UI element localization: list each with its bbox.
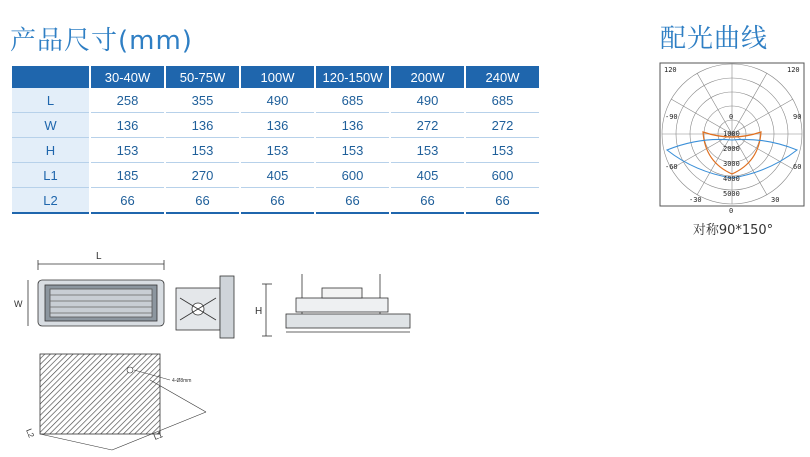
beam-angle-caption: 对称90*150°: [692, 223, 774, 238]
table-corner-cell: [12, 66, 89, 88]
table-cell: 153: [316, 138, 389, 163]
table-cell: 153: [91, 138, 164, 163]
label-hole: 4-Ø8mm: [172, 378, 192, 384]
label-l2: L2: [24, 427, 36, 440]
front-view: [262, 274, 410, 336]
table-cell: 685: [316, 88, 389, 113]
side-view: [176, 276, 234, 338]
label-l: L: [96, 251, 102, 262]
angle-label: 0: [729, 113, 734, 121]
table-cell: 66: [91, 188, 164, 214]
radial-label: 4000: [723, 175, 740, 183]
angle-label: -90: [665, 113, 678, 121]
angle-label: 60: [793, 163, 802, 171]
table-cell: 685: [466, 88, 539, 113]
col-header: 120-150W: [316, 66, 389, 88]
radial-label: 3000: [723, 160, 740, 168]
table-cell: 405: [241, 163, 314, 188]
table-cell: 272: [391, 113, 464, 138]
table-cell: 490: [241, 88, 314, 113]
row-label: L: [12, 88, 89, 113]
row-label: H: [12, 138, 89, 163]
table-cell: 66: [391, 188, 464, 214]
col-header: 200W: [391, 66, 464, 88]
table-cell: 153: [241, 138, 314, 163]
table-cell: 490: [391, 88, 464, 113]
table-cell: 272: [466, 113, 539, 138]
table-row: [12, 188, 539, 214]
angle-label: -60: [665, 163, 678, 171]
table-row: [12, 113, 539, 138]
spec-table: [10, 66, 541, 214]
table-cell: 258: [91, 88, 164, 113]
table-cell: 270: [166, 163, 239, 188]
table-cell: 600: [466, 163, 539, 188]
dimensions-title: 产品尺寸(mm): [10, 26, 193, 56]
table-cell: 185: [91, 163, 164, 188]
table-header-row: [12, 66, 539, 88]
dimension-drawings: [0, 240, 430, 457]
col-header: 50-75W: [166, 66, 239, 88]
table-cell: 405: [391, 163, 464, 188]
label-w: W: [14, 299, 23, 309]
angle-label: 120: [664, 66, 677, 74]
table-cell: 136: [241, 113, 314, 138]
table-cell: 136: [316, 113, 389, 138]
angle-label: -30: [689, 196, 702, 204]
radial-label: 2000: [723, 145, 740, 153]
label-l1: L1: [152, 430, 165, 442]
top-view: [28, 260, 164, 326]
table-cell: 66: [316, 188, 389, 214]
table-cell: 136: [166, 113, 239, 138]
col-header: 240W: [466, 66, 539, 88]
angle-label: 0: [729, 207, 734, 215]
label-h: H: [255, 306, 263, 317]
table-cell: 66: [166, 188, 239, 214]
col-header: 100W: [241, 66, 314, 88]
row-label: W: [12, 113, 89, 138]
table-cell: 136: [91, 113, 164, 138]
table-cell: 355: [166, 88, 239, 113]
table-cell: 66: [466, 188, 539, 214]
light-curve-title: 配光曲线: [660, 24, 769, 54]
light-distribution-diagram: [659, 62, 805, 215]
table-cell: 153: [466, 138, 539, 163]
radial-label: 1000: [723, 130, 740, 138]
table-row: [12, 88, 539, 113]
row-label: L1: [12, 163, 89, 188]
table-cell: 600: [316, 163, 389, 188]
table-cell: 153: [391, 138, 464, 163]
table-row: [12, 138, 539, 163]
mounting-plate: [40, 354, 206, 450]
table-row: [12, 163, 539, 188]
angle-label: 90: [793, 113, 802, 121]
angle-label: 120: [787, 66, 800, 74]
table-cell: 153: [166, 138, 239, 163]
radial-label: 5000: [723, 190, 740, 198]
polar-plot: [659, 62, 805, 215]
table-cell: 66: [241, 188, 314, 214]
row-label: L2: [12, 188, 89, 214]
angle-label: 30: [771, 196, 780, 204]
col-header: 30-40W: [91, 66, 164, 88]
